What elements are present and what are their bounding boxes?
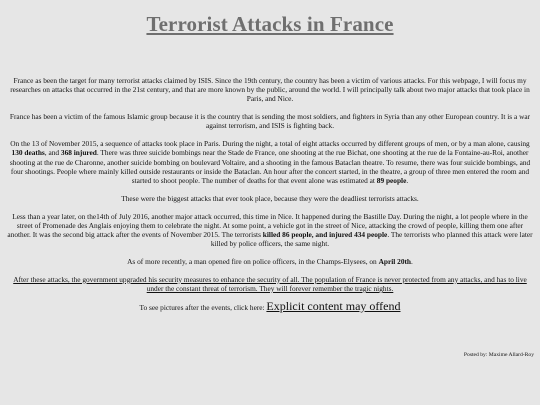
recent-date: April 20th (378, 257, 412, 267)
intro-paragraph: France as been the target for many terrorist attacks claimed by ISIS. Since the 19th century, the country has been a victim of various attacks. For this webpage, I will focus my researches on attacks that occurred in the 21st century, and that are more known by the public, around the world. I will principally talk about two major attacks that took place in Paris, and Nice. (10, 76, 530, 104)
nice-text-1: Less than a year later, on the14th of July 2016, another major attack occurred, this time in Nice. It happened during the Bastille Day. During the night, a lot people where in the street of Promenade des Anglais enjoying them to celebrate the night. At some point, a vehicle got in the street of Nice, attacking the crowd of people, killing them one after another. It was the second big attack after the events of November 2015. The terrorists (7, 211, 528, 240)
pictures-paragraph (5, 298, 535, 313)
paris-text-4: . (406, 176, 409, 186)
paris-text-1: On the 13 of November 2015, a sequence of attacks took place in Paris. During the night, a total of eight attacks occurred by different groups of men, or by a man alone, causing (10, 139, 530, 149)
paris-injured: 368 injured (60, 148, 97, 158)
pictures-prompt: To see pictures after the events, click here: (139, 302, 267, 312)
recent-text-2: . (411, 257, 413, 267)
posted-by: Posted by: Maxime Allard-Roy (463, 352, 534, 358)
biggest-attacks-paragraph: These were the biggest attacks that ever took place, because they were the deadliest terrorists attacks. (121, 193, 419, 203)
article-body (5, 76, 535, 321)
bataclan-deaths: 89 people (376, 176, 407, 186)
paris-text-2: , and (44, 148, 61, 158)
paris-text-3: . There was three suicide bombings near the Stade de France, one shooting at the rue Bichat, one shooting at the rue de la Fontaine-au-Roi, another shooting at the rue de Charonne, another suicide bombing on boulevard Voltaire, and a shooting in the famous Bataclan theatre. To resume, there was four suicide bombings, and four shootings. People where mainly killed outside restaurants or inside the Bataclan. An hour after the concert started, in the theatre, a group of three men entered the room and started to shoot people. The number of deaths for that event alone was estimated at (9, 148, 531, 186)
context-paragraph: France has been a victim of the famous Islamic group because it is the country that is sending the most soldiers, and fighters in Syria than any other European country. It is a war against terrorism, and ISIS is fighting back. (9, 112, 531, 131)
nice-casualties: killed 86 people, and injured 434 people (262, 230, 388, 240)
conclusion-paragraph: After these attacks, the government upgraded his security measures to enhance the security of all. The population of France is never protected from any attacks, and has to live under the constant threat of terrorism. They will forever remember the tragic nights. (13, 274, 527, 294)
explicit-content-link[interactable]: Explicit content may offend (266, 298, 401, 313)
nice-text-2: . The terrorists who planned this attack were later killed by police officers, the same night. (210, 230, 533, 249)
page-title: Terrorist Attacks in France (146, 12, 394, 36)
paris-deaths: 130 deaths (11, 148, 45, 158)
nice-attack-paragraph (5, 212, 535, 249)
recent-attack-paragraph (5, 257, 535, 266)
paris-attack-paragraph (5, 139, 535, 185)
recent-text-1: As of more recently, a man opened fire on police officers, in the Champs-Elysees, on (127, 257, 379, 267)
